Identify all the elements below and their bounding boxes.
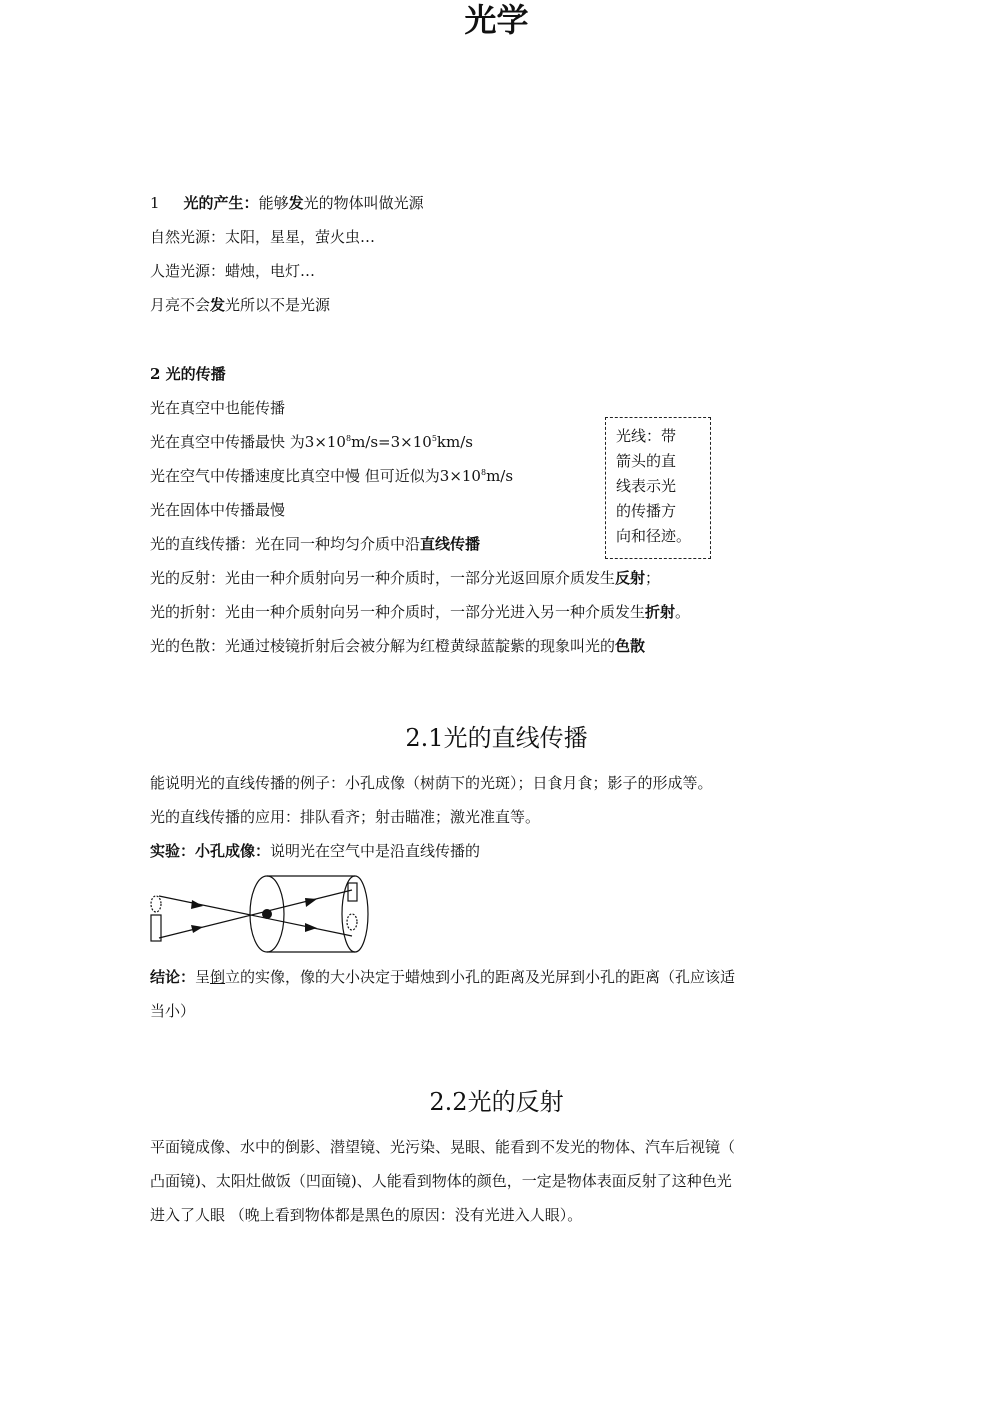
text: 。: [675, 603, 691, 621]
paragraph-line: 凸面镜)、太阳灶做饭（凹面镜)、人能看到物体的颜色，一定是物体表面反射了这种色光: [150, 1172, 732, 1190]
text: 折射: [645, 603, 676, 621]
image-candle: [348, 883, 357, 901]
page-title: 光学: [464, 1, 529, 39]
text: 光的折射：光由一种介质射向另一种介质时，一部分光进入另一种介质发生: [150, 603, 646, 621]
paragraph-line: 能说明光的直线传播的例子：小孔成像（树荫下的光斑）；日食月食；影子的形成等。: [150, 774, 713, 792]
callout-line: 线表示光: [616, 477, 677, 495]
text: 发: [210, 296, 226, 314]
paragraph-line: [150, 568, 660, 588]
text: 色散: [615, 637, 646, 655]
paragraph-line: [150, 841, 480, 861]
paragraph-line: [150, 967, 735, 987]
arrow-icon: [191, 925, 203, 933]
paragraph-line: 光在真空中也能传播: [150, 399, 286, 417]
callout-box: [605, 417, 711, 559]
box-screen-end: [342, 876, 368, 952]
text: 光在真空中传播最快 为3×10: [150, 433, 346, 451]
paragraph-line: 进入了人眼 （晚上看到物体都是黑色的原因：没有光进入人眼）。: [150, 1206, 583, 1224]
exponent: 8: [345, 434, 352, 443]
text: km/s: [436, 433, 473, 451]
natural-sources: 自然光源：太阳，星星，萤火虫…: [150, 228, 376, 246]
text: m/s=3×10: [351, 433, 432, 451]
ray: [159, 896, 352, 936]
text: m/s: [486, 467, 514, 485]
artificial-sources: 人造光源：蜡烛，电灯…: [150, 262, 316, 280]
text: 立的实像，像的大小决定于蜡烛到小孔的距离及光屏到小孔的距离（孔应该适: [225, 968, 736, 986]
text: 呈: [195, 968, 211, 986]
section-1-line: [150, 193, 424, 213]
arrow-icon: [305, 898, 317, 907]
text: 倒: [210, 968, 226, 986]
exponent: 8: [480, 468, 487, 477]
text: 光的直线传播：光在同一种均匀介质中沿: [150, 535, 421, 553]
ray: [159, 890, 352, 938]
text: 能够: [258, 194, 289, 212]
text: 月亮不会: [150, 296, 211, 314]
text: 直线传播: [420, 535, 481, 553]
image-flame: [347, 914, 357, 930]
callout-line: 光线：带: [616, 427, 677, 445]
text: 结论：: [150, 968, 196, 986]
section-heading: 2.2光的反射: [429, 1088, 564, 1116]
paragraph-line: [150, 602, 690, 622]
section-heading: 2 光的传播: [150, 365, 226, 383]
callout-line: 的传播方: [616, 502, 677, 520]
candle-flame: [151, 896, 161, 912]
callout-line: 向和径迹。: [616, 527, 692, 545]
paragraph-line: [150, 432, 473, 452]
paragraph-line: [150, 534, 480, 554]
section-number: 1: [150, 194, 160, 212]
text: 光在空气中传播速度比真空中慢 但可近似为3×10: [150, 467, 481, 485]
text: 光的物体叫做光源: [303, 194, 424, 212]
section-heading: 2.1光的直线传播: [405, 724, 588, 752]
paragraph-line: 光在固体中传播最慢: [150, 501, 286, 519]
paragraph-line: [150, 636, 645, 656]
pinhole: [262, 909, 272, 919]
arrow-icon: [305, 923, 317, 932]
callout-line: 箭头的直: [616, 452, 677, 470]
text: 说明光在空气中是沿直线传播的: [270, 842, 481, 860]
candle-body: [151, 915, 161, 941]
exponent: 5: [431, 434, 437, 443]
paragraph-line: 平面镜成像、水中的倒影、潜望镜、光污染、晃眼、能看到不发光的物体、汽车后视镜（: [150, 1138, 736, 1156]
text: 发: [288, 194, 304, 212]
text: 光的反射：光由一种介质射向另一种介质时，一部分光返回原介质发生: [150, 569, 616, 587]
paragraph-line: 光的直线传播的应用：排队看齐；射击瞄准；激光准直等。: [150, 808, 541, 826]
text: 光所以不是光源: [225, 296, 331, 314]
paragraph-line: 当小）: [150, 1002, 196, 1020]
pinhole-diagram: [145, 870, 375, 956]
text: 实验：小孔成像：: [150, 842, 271, 860]
paragraph-line: [150, 466, 513, 486]
moon-note: [150, 295, 330, 315]
text: 反射: [615, 569, 646, 587]
section-heading: 光的产生：: [183, 194, 259, 212]
text: ；: [645, 569, 661, 587]
text: 光的色散：光通过棱镜折射后会被分解为红橙黄绿蓝靛紫的现象叫光的: [150, 637, 616, 655]
